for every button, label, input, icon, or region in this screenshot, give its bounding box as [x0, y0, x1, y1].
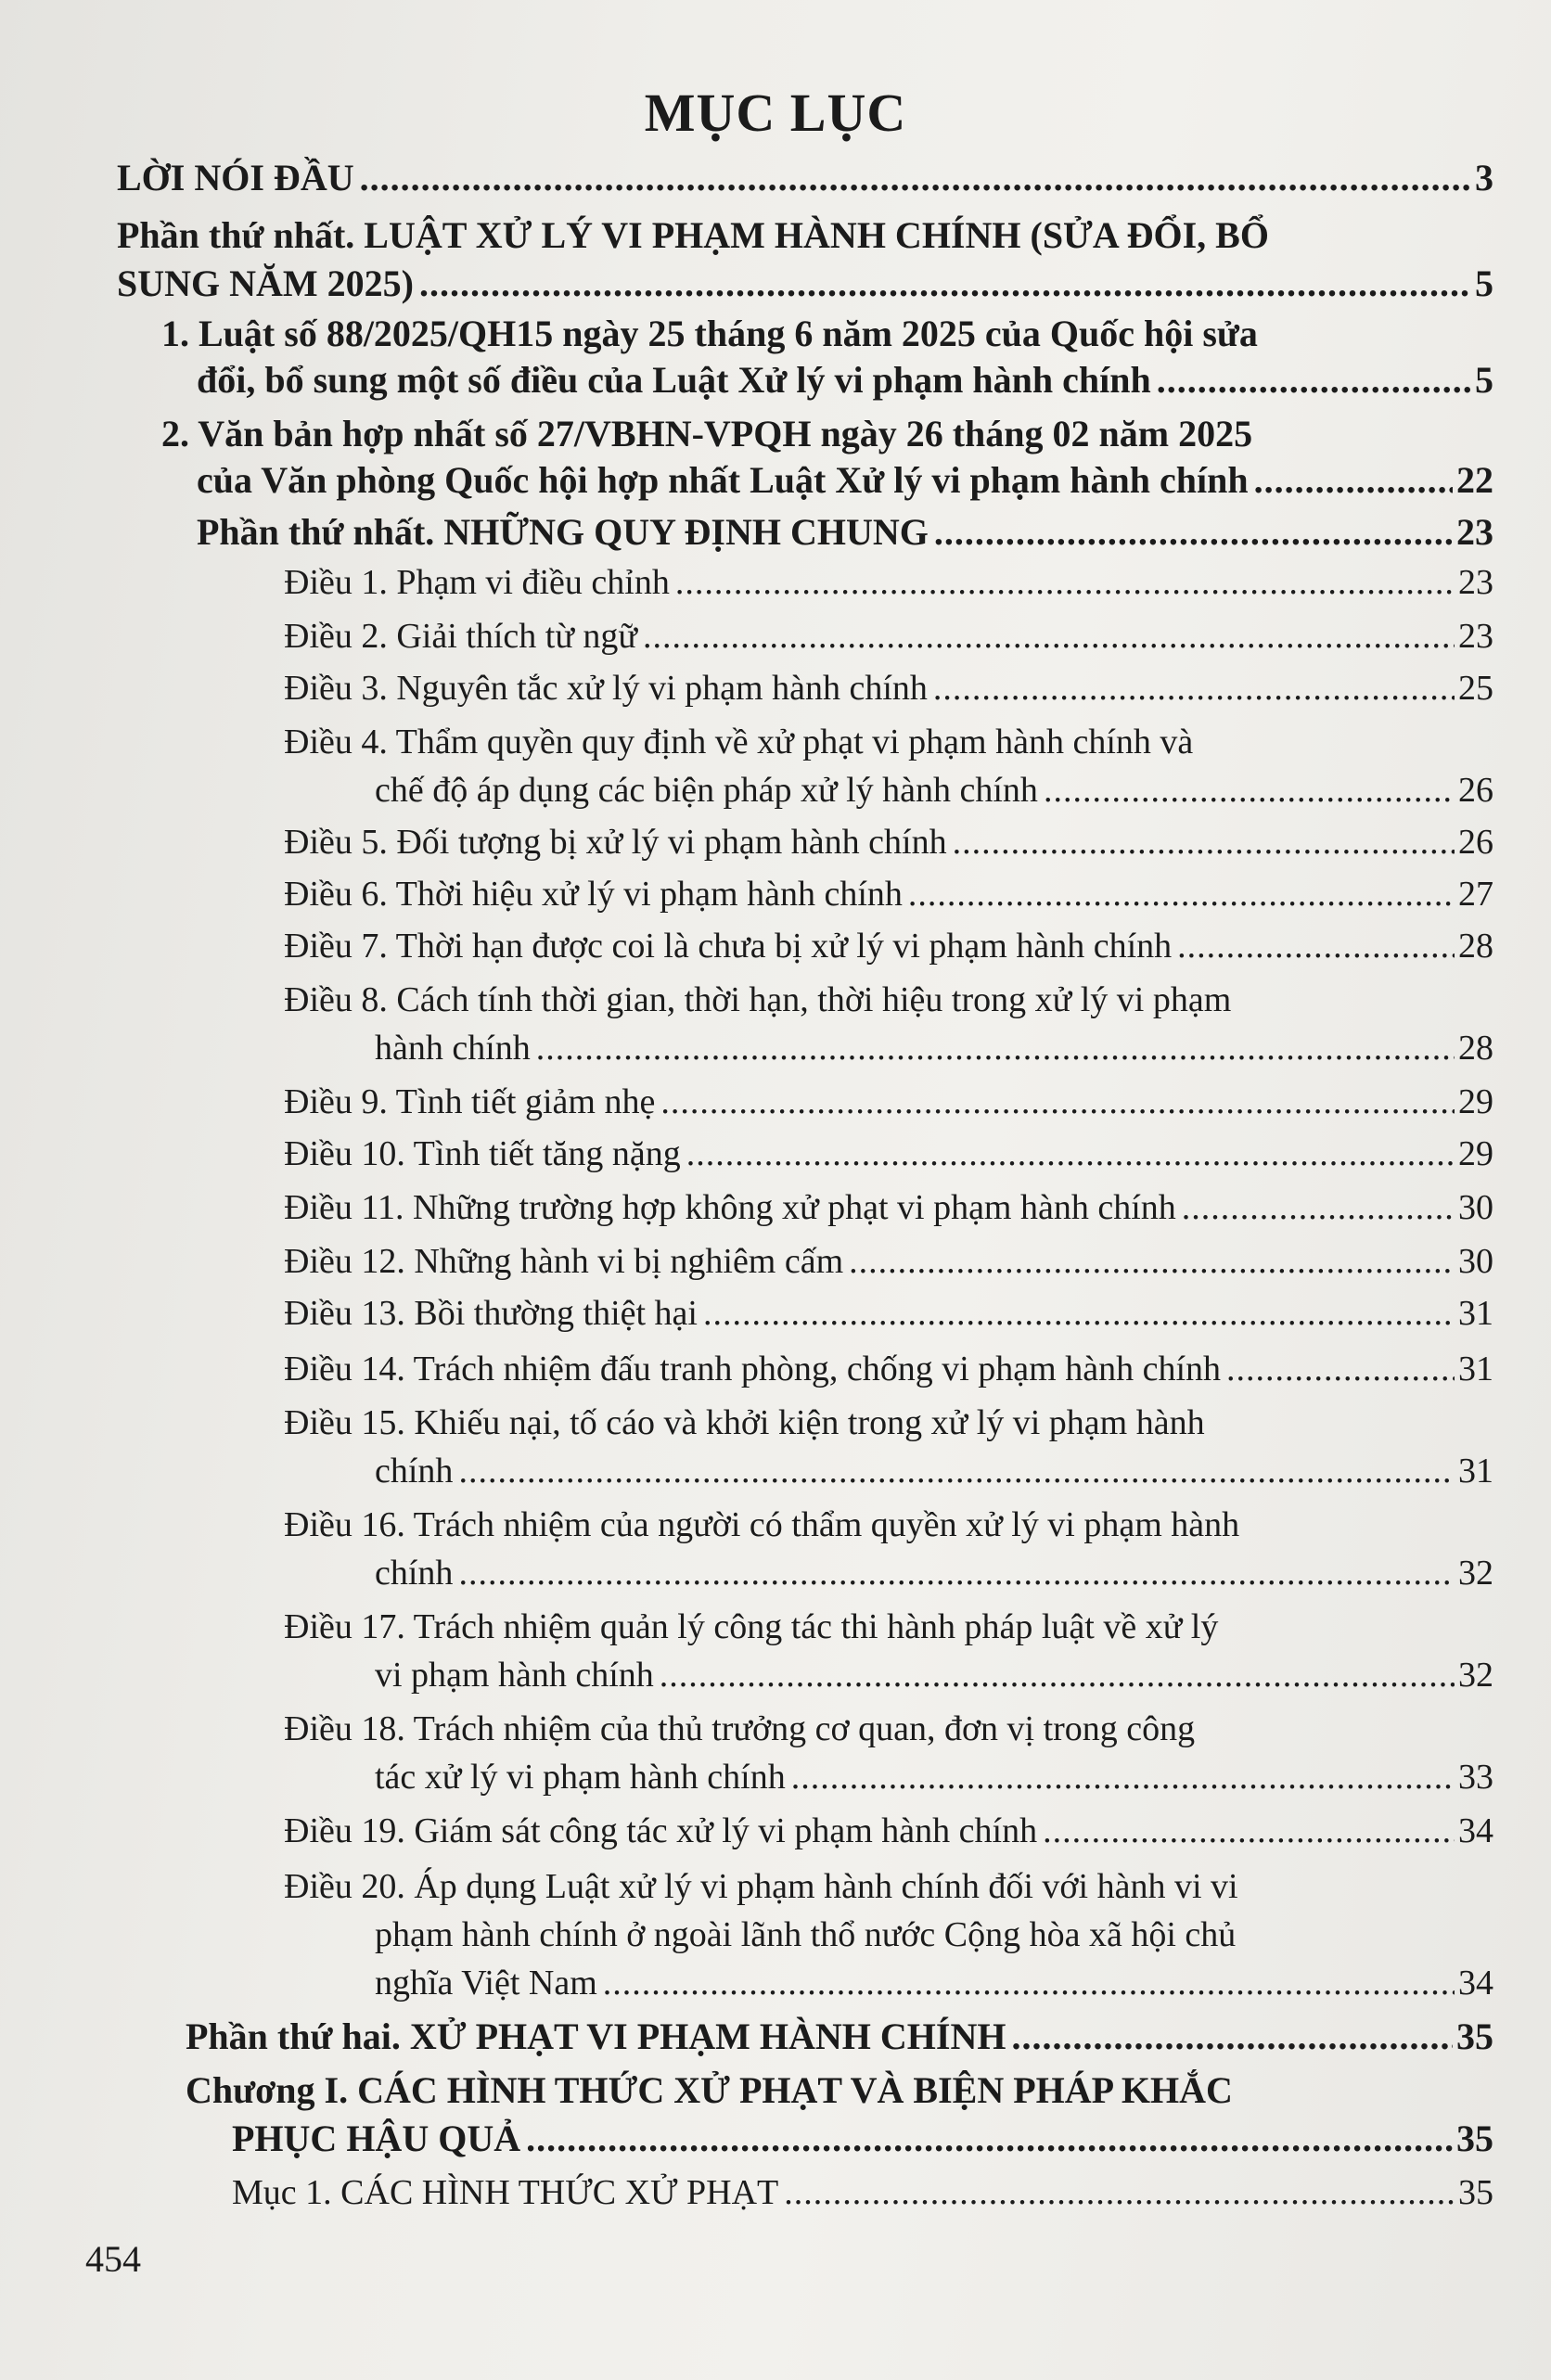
toc-entry-text: Điều 19. Giám sát công tác xử lý vi phạm hành chính — [284, 1811, 1038, 1850]
toc-page-number: 35 — [1456, 2118, 1493, 2159]
toc-entry-text: LỜI NÓI ĐẦU — [117, 157, 354, 198]
toc-entry-article-6[interactable] — [284, 874, 1493, 915]
toc-entry-article-3[interactable] — [284, 668, 1493, 709]
toc-entry-text: nghĩa Việt Nam — [375, 1964, 597, 2003]
toc-entry-article-7[interactable] — [284, 926, 1493, 966]
toc-entry-article-19[interactable] — [284, 1811, 1493, 1851]
toc-article-17-line1: Điều 17. Trách nhiệm quản lý công tác thi hành pháp luật về xử lý — [284, 1607, 1219, 1646]
dot-leader — [419, 268, 1471, 305]
toc-page-number: 35 — [1458, 2173, 1493, 2212]
toc-entry-part1[interactable] — [117, 262, 1493, 305]
toc-entry-article-15[interactable] — [375, 1451, 1493, 1491]
toc-entry-article-10[interactable] — [284, 1133, 1493, 1174]
toc-entry-text: Điều 2. Giải thích từ ngữ — [284, 617, 638, 656]
toc-entry-text: Điều 11. Những trường hợp không xử phạt vi phạm hành chính — [284, 1188, 1176, 1227]
toc-item2-line1: 2. Văn bản hợp nhất số 27/VBHN-VPQH ngày 26 tháng 02 năm 2025 — [161, 413, 1253, 454]
toc-page-number: 5 — [1475, 262, 1493, 304]
dot-leader — [1254, 465, 1453, 502]
toc-page-number: 30 — [1458, 1242, 1493, 1281]
toc-entry-text: của Văn phòng Quốc hội hợp nhất Luật Xử lý vi phạm hành chính — [197, 459, 1249, 501]
toc-entry-foreword[interactable] — [117, 156, 1493, 199]
toc-entry-text: đổi, bổ sung một số điều của Luật Xử lý vi phạm hành chính — [197, 359, 1151, 401]
toc-page-number: 22 — [1456, 459, 1493, 501]
toc-page-number: 34 — [1458, 1964, 1493, 2003]
toc-entry-general-provisions[interactable] — [197, 510, 1493, 554]
dot-leader — [1043, 1816, 1455, 1851]
toc-page-number: 26 — [1458, 823, 1493, 862]
dot-leader — [1157, 365, 1471, 402]
dot-leader — [1226, 1354, 1455, 1389]
toc-entry-text: Điều 3. Nguyên tắc xử lý vi phạm hành chính — [284, 669, 928, 708]
dot-leader — [791, 1762, 1455, 1798]
toc-entry-text: Điều 14. Trách nhiệm đấu tranh phòng, chống vi phạm hành chính — [284, 1350, 1222, 1388]
toc-entry-article-14[interactable] — [284, 1349, 1493, 1389]
toc-article-16-line1: Điều 16. Trách nhiệm của người có thẩm quyền xử lý vi phạm hành — [284, 1505, 1240, 1544]
dot-leader — [660, 1660, 1455, 1695]
toc-entry-text: Điều 5. Đối tượng bị xử lý vi phạm hành chính — [284, 823, 947, 862]
toc-entry-text: SUNG NĂM 2025) — [117, 262, 414, 304]
toc-article-20-line2: phạm hành chính ở ngoài lãnh thổ nước Cộng hòa xã hội chủ — [375, 1915, 1237, 1954]
toc-page-number: 29 — [1458, 1134, 1493, 1173]
toc-entry-text: Phần thứ hai. XỬ PHẠT VI PHẠM HÀNH CHÍNH — [186, 2015, 1006, 2057]
toc-page-number: 23 — [1456, 511, 1493, 553]
toc-part1-line1: Phần thứ nhất. LUẬT XỬ LÝ VI PHẠM HÀNH CHÍNH (SỬA ĐỔI, BỔ — [117, 214, 1269, 256]
toc-entry-text: tác xử lý vi phạm hành chính — [375, 1758, 786, 1797]
toc-page-number: 33 — [1458, 1758, 1493, 1797]
toc-entry-text: PHỤC HẬU QUẢ — [232, 2118, 521, 2159]
dot-leader — [784, 2178, 1455, 2213]
dot-leader — [703, 1299, 1455, 1334]
toc-article-18-line1: Điều 18. Trách nhiệm của thủ trưởng cơ quan, đơn vị trong công — [284, 1709, 1196, 1748]
toc-entry-section1[interactable] — [232, 2172, 1493, 2213]
toc-entry-article-11[interactable] — [284, 1187, 1493, 1228]
dot-leader — [686, 1139, 1455, 1174]
toc-page-number: 31 — [1458, 1452, 1493, 1491]
toc-page-number: 23 — [1458, 617, 1493, 656]
dot-leader — [933, 673, 1455, 709]
dot-leader — [660, 1087, 1455, 1122]
toc-entry-text: Điều 6. Thời hiệu xử lý vi phạm hành chính — [284, 875, 903, 914]
toc-entry-text: Phần thứ nhất. NHỮNG QUY ĐỊNH CHUNG — [197, 511, 929, 553]
dot-leader — [934, 517, 1453, 554]
toc-entry-item1[interactable] — [197, 358, 1493, 402]
toc-page-number: 34 — [1458, 1811, 1493, 1850]
toc-page-number: 25 — [1458, 669, 1493, 708]
toc-item1-line1: 1. Luật số 88/2025/QH15 ngày 25 tháng 6 năm 2025 của Quốc hội sửa — [161, 313, 1258, 354]
toc-page-number: 29 — [1458, 1082, 1493, 1121]
toc-page-number: 27 — [1458, 875, 1493, 914]
dot-leader — [643, 621, 1455, 657]
toc-page-number: 30 — [1458, 1188, 1493, 1227]
toc-entry-article-17[interactable] — [375, 1655, 1493, 1695]
toc-entry-text: Điều 10. Tình tiết tăng nặng — [284, 1134, 681, 1173]
toc-entry-text: chính — [375, 1452, 454, 1491]
toc-entry-text: chính — [375, 1554, 454, 1593]
toc-page-number: 31 — [1458, 1294, 1493, 1333]
toc-entry-article-20[interactable] — [375, 1963, 1493, 2003]
toc-entry-text: Điều 7. Thời hạn được coi là chưa bị xử lý vi phạm hành chính — [284, 927, 1173, 966]
dot-leader — [1011, 2021, 1453, 2058]
dot-leader — [526, 2123, 1453, 2160]
toc-entry-article-12[interactable] — [284, 1241, 1493, 1282]
toc-article-8-line1: Điều 8. Cách tính thời gian, thời hạn, thời hiệu trong xử lý vi phạm — [284, 980, 1232, 1019]
toc-page-number: 5 — [1475, 359, 1493, 401]
dot-leader — [675, 568, 1455, 603]
toc-entry-text: hành chính — [375, 1029, 531, 1068]
toc-page-number: 3 — [1475, 157, 1493, 198]
dot-leader — [849, 1247, 1455, 1282]
dot-leader — [1182, 1193, 1455, 1228]
page-number: 454 — [85, 2238, 141, 2280]
toc-chapter1-line1: Chương I. CÁC HÌNH THỨC XỬ PHẠT VÀ BIỆN PHÁP KHẮC — [186, 2069, 1233, 2111]
toc-entry-article-1[interactable] — [284, 562, 1493, 603]
toc-entry-text: Điều 1. Phạm vi điều chỉnh — [284, 563, 670, 602]
toc-entry-text: Điều 9. Tình tiết giảm nhẹ — [284, 1082, 656, 1121]
toc-entry-item2[interactable] — [197, 458, 1493, 502]
toc-entry-article-2[interactable] — [284, 616, 1493, 657]
toc-entry-text: Điều 12. Những hành vi bị nghiêm cấm — [284, 1242, 844, 1281]
dot-leader — [536, 1033, 1455, 1068]
page-title: MỤC LỤC — [644, 83, 907, 143]
toc-entry-text: Mục 1. CÁC HÌNH THỨC XỬ PHẠT — [232, 2173, 779, 2212]
toc-entry-chapter1[interactable] — [232, 2117, 1493, 2160]
dot-leader — [1044, 775, 1455, 811]
toc-page-number: 23 — [1458, 563, 1493, 602]
toc-entry-text: vi phạm hành chính — [375, 1656, 654, 1695]
toc-page-number: 28 — [1458, 927, 1493, 966]
toc-page-number: 26 — [1458, 771, 1493, 810]
toc-entry-part2[interactable] — [186, 2015, 1493, 2058]
dot-leader — [953, 827, 1455, 863]
toc-entry-article-9[interactable] — [284, 1081, 1493, 1122]
toc-page-number: 28 — [1458, 1029, 1493, 1068]
toc-entry-article-13[interactable] — [284, 1293, 1493, 1334]
dot-leader — [360, 162, 1471, 199]
toc-page-number: 32 — [1458, 1656, 1493, 1695]
toc-entry-article-16[interactable] — [375, 1553, 1493, 1593]
toc-page-number: 32 — [1458, 1554, 1493, 1593]
toc-entry-text: Điều 13. Bồi thường thiệt hại — [284, 1294, 698, 1333]
toc-page-number: 35 — [1456, 2015, 1493, 2057]
dot-leader — [908, 879, 1455, 915]
dot-leader — [458, 1456, 1455, 1491]
dot-leader — [603, 1968, 1455, 2003]
toc-page-number: 31 — [1458, 1350, 1493, 1388]
toc-article-15-line1: Điều 15. Khiếu nại, tố cáo và khởi kiện trong xử lý vi phạm hành — [284, 1403, 1205, 1442]
toc-article-4-line1: Điều 4. Thẩm quyền quy định về xử phạt vi phạm hành chính và — [284, 723, 1194, 761]
toc-entry-text: chế độ áp dụng các biện pháp xử lý hành chính — [375, 771, 1038, 810]
toc-entry-article-5[interactable] — [284, 822, 1493, 863]
toc-entry-article-18[interactable] — [375, 1757, 1493, 1798]
toc-entry-article-4[interactable] — [375, 770, 1493, 811]
dot-leader — [458, 1558, 1455, 1593]
toc-entry-article-8[interactable] — [375, 1028, 1493, 1068]
toc-article-20-line1: Điều 20. Áp dụng Luật xử lý vi phạm hành chính đối với hành vi vi — [284, 1867, 1238, 1906]
dot-leader — [1177, 931, 1455, 966]
